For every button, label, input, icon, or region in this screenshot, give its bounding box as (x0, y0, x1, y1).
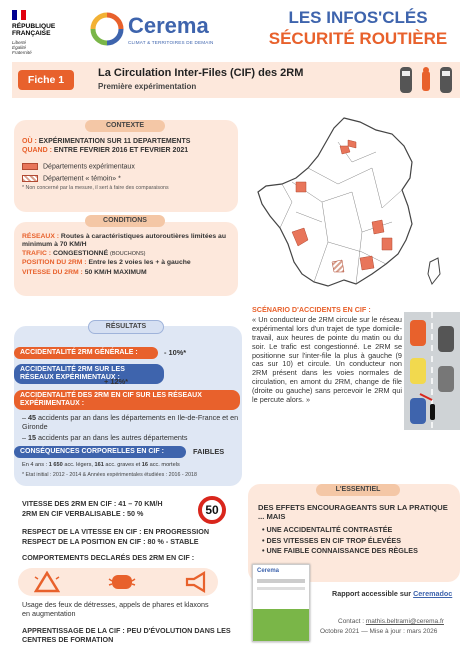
lane-scenario-illustration (404, 312, 460, 430)
ceremadoc-link[interactable]: Ceremadoc (413, 589, 453, 598)
report-line: Rapport accessible sur Ceremadoc (332, 589, 453, 598)
reseaux-line: RÉSEAUX : Routes à caractéristiques autoroutières limitées au minimum à 70 KM/H (22, 233, 226, 249)
scenario-title: SCÉNARIO D'ACCIDENTS EN CIF : (252, 305, 371, 314)
fiche-band (12, 62, 460, 98)
acc-reseaux-value: + 12%* (104, 377, 129, 386)
cover-title-line (257, 587, 305, 590)
legend-note: * Non concerné par la mesure, il sert à faire des comparaisons (22, 185, 169, 192)
cerema-tagline: CLIMAT & TERRITOIRES DE DEMAIN (128, 40, 214, 45)
respect-vitesse-line: RESPECT DE LA VITESSE EN CIF : EN PROGRESSION (22, 527, 210, 536)
contexte-body (22, 138, 234, 192)
apprentissage-text: APPRENTISSAGE DE LA CIF : PEU D'ÉVOLUTION DANS LES CENTRES DE FORMATION (22, 626, 231, 644)
motto: Liberté Égalité Fraternité (12, 39, 32, 56)
doc-subtitle: SÉCURITÉ ROUTIÈRE (268, 29, 448, 49)
usage-text: Usage des feux de détresses, appels de phares et klaxons en augmentation (22, 600, 209, 618)
headlight-flash-icon (108, 571, 136, 593)
contact-line: Contact : mathis.beltrami@cerema.fr (338, 618, 444, 625)
respect-position-line: RESPECT DE LA POSITION EN CIF : 80 % - STABLE (22, 537, 199, 546)
report-cover (252, 564, 310, 642)
motorcycle-traffic-icon (398, 65, 454, 95)
republique-logo (12, 10, 70, 58)
cerema-logo (90, 10, 240, 50)
acc-others-line: – 15 accidents par an dans les autres départements (22, 433, 188, 443)
conditions-heading: CONDITIONS (85, 215, 165, 227)
acc-idf-line: – 45 accidents par an dans les départements en Ile-de-France et en Gironde (22, 413, 239, 431)
consequences-label: CONSÉQUENCES CORPORELLES EN CIF : (14, 446, 186, 458)
essentiel-item: • UNE FAIBLE CONNAISSANCE DES RÈGLES (262, 546, 418, 556)
resultats-heading: RÉSULTATS (88, 320, 164, 334)
scenario-text: « Un conducteur de 2RM circule sur le réseau expérimental lors d'un trajet de type domicile-travail, aux heures de pointe du matin ou du soir. Le trafic est congestionné. Le 2RM se positionne sur l'inter-file la plus à gauche (9 cas sur 10) et circule. Un conducteur non 2RM présent dans les voies normales de circulation, en amont du 2RM, change de file (droite ou gauche) sans percevoir le 2RM qui le percute alors. » (252, 315, 402, 405)
ou-line: OÙ : EXPÉRIMENTATION SUR 11 DEPARTEMENTS (22, 138, 191, 145)
essentiel-item: • UNE ACCIDENTALITÉ CONTRASTÉE (262, 525, 393, 534)
republic-label: RÉPUBLIQUE FRANÇAISE (12, 23, 56, 38)
flag-icon (12, 10, 26, 20)
consequences-value: FAIBLES (193, 447, 225, 456)
speed-limit-sign (198, 496, 226, 524)
vitesse-line: VITESSE DU 2RM : 50 KM/H MAXIMUM (22, 268, 147, 276)
verbalisable-line: 2RM EN CIF VERBALISABLE : 50 % (22, 509, 144, 518)
cerema-mark-icon (90, 12, 124, 46)
temoin-swatch (22, 175, 38, 182)
contact-email[interactable]: mathis.beltrami@cerema.fr (365, 618, 444, 625)
isere-dept (382, 238, 392, 250)
results-footnote: * Etat initial : 2012 - 2014 & Années expérimentales étudiées : 2016 - 2018 (22, 472, 197, 478)
rhone-dept (372, 220, 384, 234)
cerema-wordmark: Cerema (128, 13, 209, 38)
fiche-subtitle: Première expérimentation (98, 82, 197, 91)
legend-experimental: Départements expérimentaux (22, 163, 234, 172)
acc-generale-value: - 10%* (164, 348, 187, 357)
date-line: Octobre 2021 — Mise à jour : mars 2026 (320, 628, 438, 635)
conditions-body (22, 233, 234, 277)
horn-icon (184, 571, 210, 593)
position-line: POSITION DU 2RM : Entre les 2 voies les + à gauche (22, 259, 191, 267)
fiche-title: La Circulation Inter-Files (CIF) des 2RM (98, 67, 304, 79)
cover-photo (253, 609, 309, 641)
trafic-line: TRAFIC : CONGESTIONNÉ (BOUCHONS) (22, 250, 146, 258)
contexte-heading: CONTEXTE (85, 120, 165, 132)
corsica-outline (428, 258, 440, 284)
essentiel-heading: L'ESSENTIEL (316, 484, 400, 496)
acc-cif-label: ACCIDENTALITÉ DES 2RM EN CIF SUR LES RÉSEAUX EXPÉRIMENTAUX : (14, 390, 240, 410)
cover-brand: Cerema (257, 568, 280, 574)
dept-sarthe (296, 182, 306, 192)
temoin-dept (332, 260, 344, 272)
legend-temoin: Département « témoin» * (22, 175, 234, 184)
fiche-badge: Fiche 1 (18, 70, 74, 90)
acc-generale-label: ACCIDENTALITÉ 2RM GÉNÉRALE : (14, 347, 158, 359)
essentiel-list (262, 526, 454, 556)
stats-line: En 4 ans : 1 650 acc. légers, 161 acc. graves et 16 acc. mortels (22, 462, 180, 468)
hazard-lights-icon (34, 571, 60, 593)
cover-title-line (257, 579, 305, 583)
speed-limit-value: 50 (205, 503, 219, 517)
vitesse-cif-line: VITESSE DES 2RM EN CIF : 41 – 70 KM/H (22, 499, 163, 508)
quand-line: QUAND : ENTRE FEVRIER 2016 ET FEVRIER 2021 (22, 147, 189, 155)
acc-reseaux-label: ACCIDENTALITÉ 2RM SUR LES RÉSEAUX EXPÉRIMENTAUX : (14, 364, 164, 384)
france-map (252, 112, 460, 302)
essentiel-intro: DES EFFETS ENCOURAGEANTS SUR LA PRATIQUE ... MAIS (258, 503, 448, 522)
experimental-swatch (22, 163, 38, 170)
essentiel-item: • DES VITESSES EN CIF TROP ÉLEVÉES (262, 535, 401, 545)
acc-cif-details (22, 414, 240, 443)
doc-title: LES INFOS'CLÉS (288, 8, 428, 27)
comportements-line: COMPORTEMENTS DECLARÉS DES 2RM EN CIF : (22, 553, 195, 562)
bouches-du-rhone-dept (360, 256, 374, 270)
